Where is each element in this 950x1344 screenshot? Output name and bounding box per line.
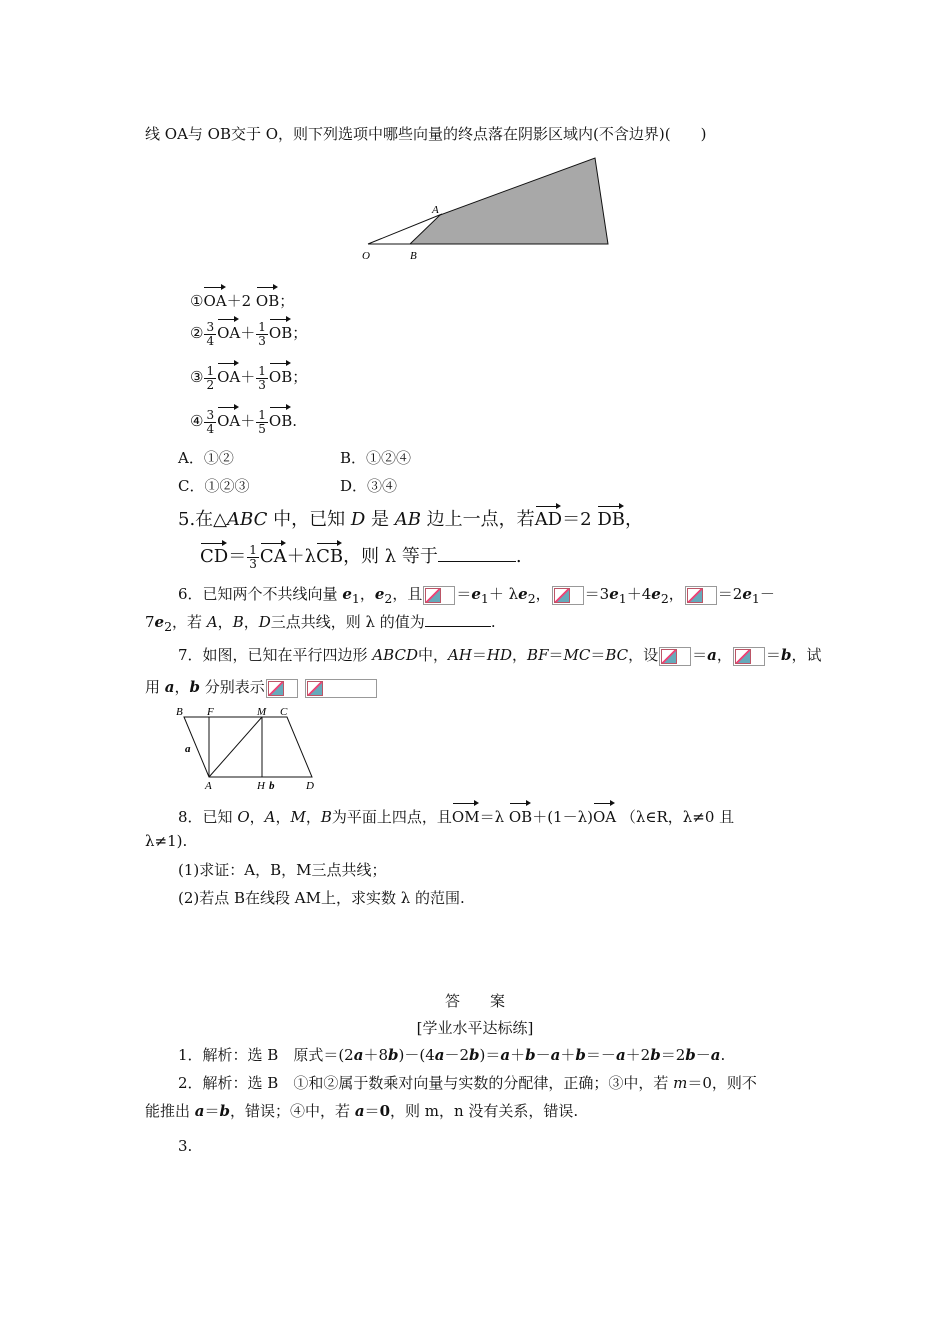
q4-option-b: B．①②④ xyxy=(340,449,412,467)
q4-stem xyxy=(145,123,706,145)
label-M: M xyxy=(257,706,267,718)
label-O: O xyxy=(362,250,370,262)
q6-line1: 6．已知两个不共线向量 $e_1$，$e_2$，且 $=e_1+ \lambda e_2$， $=3e_1+4e_2$， $=2e_1-$ xyxy=(178,585,775,606)
label-a: a xyxy=(185,743,191,755)
q8-line2: λ≠1). xyxy=(145,832,188,850)
label-A: A xyxy=(205,780,212,790)
q4-item-3: ③ $\frac{1}{2}$ OA＋ $\frac{1}{3}$ OB； xyxy=(190,360,307,392)
image-placeholder-icon xyxy=(266,679,298,698)
label-C: C xyxy=(280,706,288,718)
q8-sub2: (2)若点 B在线段 AM上，求实数 λ 的范围. xyxy=(178,889,465,907)
image-placeholder-icon xyxy=(552,586,584,605)
answer-1: 1．解析：选 B 原式＝(2a＋8b)－(4a－2b)＝a＋b－a＋b＝－a＋2b＝2b－a. xyxy=(178,1046,726,1064)
label-b: b xyxy=(269,780,275,790)
answer-2-line1: 2．解析：选 B ①和②属于数乘对向量与实数的分配律，正确；③中，若 m＝0，则不 xyxy=(178,1074,757,1092)
parallelogram-ABCD xyxy=(184,717,312,777)
q4-item-4: ④ $\frac{3}{4}$ OA＋ $\frac{1}{5}$ OB. xyxy=(190,404,297,436)
answer-2-line2: 能推出 a＝b，错误；④中，若 a＝0，则 m，n 没有关系，错误. xyxy=(145,1102,579,1120)
q7-line2: 用 a，b 分别表示 xyxy=(145,676,378,698)
image-placeholder-icon xyxy=(659,647,691,666)
label-F: F xyxy=(207,706,214,718)
q4-option-a: A．①② xyxy=(178,449,234,467)
label-D: D xyxy=(306,780,314,790)
label-A: A xyxy=(432,204,439,216)
shaded-region xyxy=(410,158,608,244)
answers-subtitle: [学业水平达标练] xyxy=(416,1019,534,1037)
label-H: H xyxy=(257,780,265,790)
image-placeholder-icon xyxy=(685,586,717,605)
q4-item-1: ①OA＋2 OB； xyxy=(190,284,294,312)
image-placeholder-icon xyxy=(733,647,765,666)
q4-item-2: ② $\frac{3}{4}$ OA＋ $\frac{1}{3}$ OB； xyxy=(190,316,307,348)
q7-parallelogram-figure xyxy=(172,705,322,790)
image-placeholder-icon xyxy=(305,679,377,698)
label-B: B xyxy=(176,706,183,718)
q5-line2: CD＝ $\frac{1}{3}$ CA＋λCB，则 λ 等于 . xyxy=(200,540,522,571)
segment-AM xyxy=(209,717,262,777)
q4-option-d: D．③④ xyxy=(340,477,398,495)
answer-3: 3. xyxy=(178,1137,193,1155)
q4-stem-text: 线 OA与 OB交于 O，则下列选项中哪些向量的终点落在阴影区域内(不含边界)( ) xyxy=(145,125,707,143)
q7-line1: 7．如图，已知在平行四边形 ABCD中，AH＝HD，BF＝MC＝BC，设 ＝a， ＝b，试 xyxy=(178,646,822,664)
label-B: B xyxy=(410,250,417,262)
q4-shaded-region-figure xyxy=(360,155,620,265)
answers-title: 答 案 xyxy=(444,992,505,1010)
q8-line1: 8．已知 O，A，M，B为平面上四点，且OM＝λ OB＋(1－λ)OA （λ∈R，λ≠0 且 xyxy=(178,800,734,828)
q6-line2: $7e_2$，若 A，B，D三点共线，则 λ 的值为 . xyxy=(145,613,496,634)
q8-sub1: (1)求证：A，B，M三点共线； xyxy=(178,861,387,879)
image-placeholder-icon xyxy=(423,586,455,605)
q5-line1: 5.在△ABC 中，已知 D 是 AB 边上一点，若AD＝2 DB， xyxy=(178,503,643,531)
q4-option-c: C．①②③ xyxy=(178,477,250,495)
